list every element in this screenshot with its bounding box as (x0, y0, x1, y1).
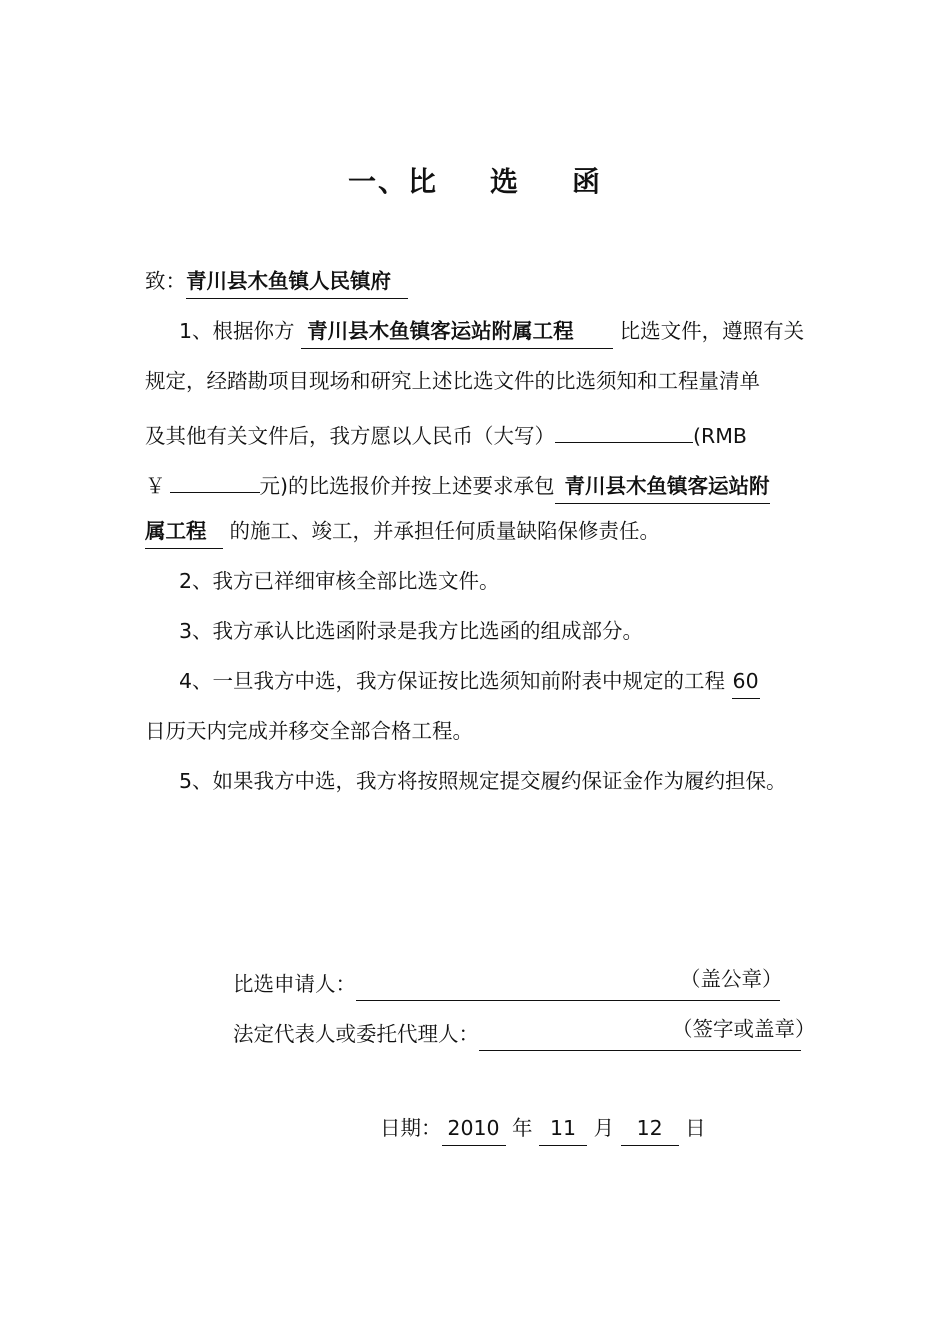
representative-note: （签字或盖章） (672, 1017, 816, 1041)
project-name-2a: 青川县木鱼镇客运站附 (555, 473, 770, 504)
date-year[interactable]: 2010 (442, 1115, 506, 1146)
applicant-note: （盖公章） (680, 967, 783, 991)
para1-line4 (145, 466, 825, 504)
rmb-label: (RMB (693, 424, 747, 448)
title-part-3: 函 (572, 165, 603, 198)
applicant-label: 比选申请人： (233, 972, 356, 996)
project-name-1: 青川县木鱼镇客运站附属工程 (301, 318, 613, 349)
date-day-unit: 日 (685, 1116, 706, 1140)
para1-yuan-text: 元)的比选报价并按上述要求承包 (259, 474, 555, 498)
para1-line3-text: 及其他有关文件后，我方愿以人民币（大写） (145, 424, 555, 448)
para1-line2: 规定，经踏勘项目现场和研究上述比选文件的比选须知和工程量清单 (145, 369, 760, 393)
page-title (0, 160, 950, 200)
title-part-1: 一、比 (347, 165, 438, 198)
completion-days: 60 (732, 668, 760, 699)
para3: 3、我方承认比选函附录是我方比选函的组成部分。 (179, 619, 644, 643)
date-month[interactable]: 11 (539, 1115, 587, 1146)
addressee-prefix: 致： (145, 269, 186, 293)
amount-figures-blank[interactable] (170, 466, 260, 493)
yen-symbol: ￥ (145, 474, 166, 498)
para1-line1 (145, 316, 859, 349)
date-label: 日期： (380, 1116, 442, 1140)
para1-after-project: 比选文件，遵照有关 (619, 319, 805, 343)
representative-label: 法定代表人或委托代理人： (233, 1022, 479, 1046)
para5: 5、如果我方中选，我方将按照规定提交履约保证金作为履约担保。 (179, 769, 787, 793)
para1-lead: 1、根据你方 (179, 319, 295, 343)
para2: 2、我方已祥细审核全部比选文件。 (179, 569, 500, 593)
title-part-2: 选 (489, 165, 520, 198)
para4-line2: 日历天内完成并移交全部合格工程。 (145, 719, 473, 743)
date-year-unit: 年 (512, 1116, 533, 1140)
para1-line5-tail: 的施工、竣工，并承担任何质量缺陷保修责任。 (229, 519, 661, 543)
date-month-unit: 月 (593, 1116, 615, 1140)
para1-line3 (145, 416, 825, 451)
para4-text: 4、一旦我方中选，我方保证按比选须知前附表中规定的工程 (179, 669, 726, 693)
date-day[interactable]: 12 (621, 1115, 679, 1146)
project-name-2b: 属工程 (145, 518, 223, 549)
para4-line1 (145, 666, 859, 699)
para1-line5 (145, 516, 825, 549)
addressee-line (145, 266, 825, 299)
amount-words-blank[interactable] (555, 416, 693, 443)
date-line (380, 1113, 706, 1146)
addressee-name: 青川县木鱼镇人民镇府 (186, 268, 408, 299)
